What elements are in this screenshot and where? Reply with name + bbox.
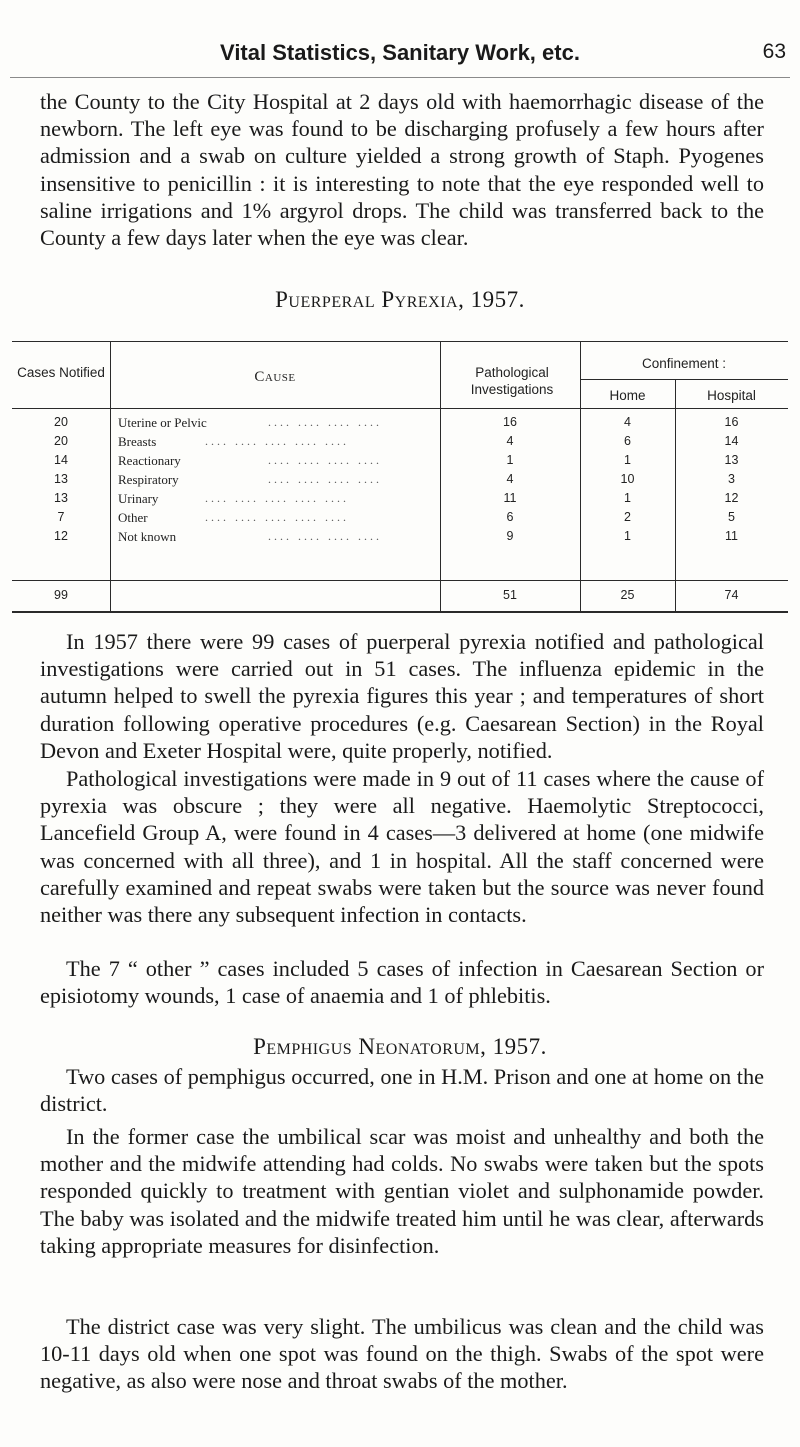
- cell-cause: Other: [118, 510, 148, 525]
- total-cases: 99: [54, 588, 68, 602]
- header-title: Vital Statistics, Sanitary Work, etc.: [220, 40, 580, 65]
- leader-dots: .... .... .... .... ....: [205, 491, 349, 505]
- header-cases-notified: Cases Notified: [17, 365, 105, 380]
- cell-hospital: 12: [724, 491, 739, 505]
- section-title-pemphigus: Pemphigus Neonatorum, 1957.: [253, 1034, 547, 1059]
- cell-pathological: 4: [506, 434, 514, 448]
- cell-cause: Urinary: [118, 491, 159, 506]
- header-bottom-rule: [12, 408, 788, 409]
- running-header: [0, 40, 800, 70]
- cell-pathological: 9: [506, 529, 514, 543]
- page-number: 63: [762, 40, 786, 63]
- cell-hospital: 14: [724, 434, 739, 448]
- pemphigus-paragraph-1: Two cases of pemphigus occurred, one in H.M. Prison and one at home on the district.: [40, 1064, 764, 1117]
- pemphigus-paragraph-3: The district case was very slight. The umbilicus was clean and the child was 10-11 days old when one spot was found on the thigh. Swabs of the spot were negative, as also were nose and throat swabs of the mother.: [40, 1314, 764, 1394]
- total-pathological: 51: [503, 588, 517, 602]
- cell-home: 6: [624, 434, 631, 448]
- cell-pathological: 6: [506, 510, 514, 524]
- header-cause: Cause: [254, 369, 296, 385]
- cell-cases: 14: [54, 453, 68, 467]
- pyrexia-paragraph-2: Pathological investigations were made in 9 out of 11 cases where the cause of pyrexia was obscure ; they were all negative. Haemolytic Streptococci, Lancefield Group A, were found in 4 cases—3 delivered at home (one midwife was concerned with all three), and 1 in hospital. All the staff concerned were carefully examined and repeat swabs were taken but the source was never found neither was there any subsequent infection in contacts.: [40, 766, 764, 928]
- pyrexia-paragraph-3: The 7 “ other ” cases included 5 cases of infection in Caesarean Section or episiotomy wounds, 1 case of anaemia and 1 of phlebitis.: [40, 956, 764, 1009]
- pemphigus-paragraph-2: In the former case the umbilical scar was moist and unhealthy and both the mother and the midwife attending had colds. No swabs were taken but the spots responded quickly to treatment with gentian violet and sulphonamide powder. The baby was isolated and the midwife treated him until he was clear, afterwards taking appropriate measures for disinfection.: [40, 1124, 764, 1258]
- totals-rule: [12, 580, 788, 581]
- cell-cases: 13: [54, 491, 68, 505]
- cell-hospital: 5: [728, 510, 735, 524]
- cell-home: 4: [624, 415, 631, 429]
- cell-pathological: 1: [506, 453, 514, 467]
- cell-cases: 7: [57, 510, 65, 524]
- cell-pathological: 4: [506, 472, 514, 486]
- cell-home: 1: [624, 529, 631, 543]
- leader-dots: .... .... .... .... ....: [205, 510, 349, 524]
- cell-home: 1: [624, 491, 631, 505]
- cell-hospital: 16: [724, 415, 739, 429]
- total-home: 25: [620, 588, 635, 602]
- header-pathological: Pathological Investigations: [470, 365, 554, 397]
- leader-dots: .... .... .... ....: [268, 529, 382, 543]
- cell-cases: 20: [54, 434, 68, 448]
- cell-cause: Respiratory: [118, 472, 179, 487]
- cell-hospital: 11: [725, 529, 738, 543]
- section-title-puerperal-pyrexia: Puerperal Pyrexia, 1957.: [275, 287, 525, 312]
- intro-paragraph: the County to the City Hospital at 2 days old with haemorrhagic disease of the newborn. The left eye was found to be discharging profusely a few hours after admission and a swab on culture yielded a strong growth of Staph. Pyogenes insensitive to penicillin : it is interesting to note that the eye responded well to saline irrigations and 1% argyrol drops. The child was transferred back to the County a few days later when the eye was clear.: [40, 89, 764, 251]
- table-top-rule: [12, 341, 788, 342]
- cell-cause: Breasts: [118, 434, 157, 449]
- leader-dots: .... .... .... ....: [268, 415, 382, 429]
- cell-cause: Reactionary: [118, 453, 181, 468]
- cell-home: 2: [624, 510, 631, 524]
- cell-hospital: 3: [728, 472, 735, 486]
- cell-cases: 13: [54, 472, 68, 486]
- cell-cases: 20: [54, 415, 68, 429]
- pyrexia-paragraph-1: In 1957 there were 99 cases of puerperal pyrexia notified and pathological investigations were carried out in 51 cases. The influenza epidemic in the autumn helped to swell the pyrexia figures this year ; and temperatures of short duration following operative procedures (e.g. Caesarean Section) in the Royal Devon and Exeter Hospital were, quite properly, notified.: [40, 629, 764, 763]
- cell-cause: Uterine or Pelvic: [118, 415, 207, 430]
- cell-pathological: 11: [503, 491, 517, 505]
- confinement-rule: [580, 379, 788, 380]
- header-home: Home: [609, 388, 646, 403]
- header-confinement: Confinement :: [641, 356, 727, 371]
- header-hospital: Hospital: [707, 388, 756, 403]
- header-rule: [10, 77, 790, 78]
- cell-pathological: 16: [503, 415, 517, 429]
- leader-dots: .... .... .... ....: [268, 472, 382, 486]
- cell-cases: 12: [54, 529, 68, 543]
- cell-hospital: 13: [724, 453, 739, 467]
- cell-cause: Not known: [118, 529, 177, 544]
- total-hospital: 74: [724, 588, 739, 602]
- cell-home: 10: [620, 472, 635, 486]
- leader-dots: .... .... .... .... ....: [205, 434, 349, 448]
- cell-home: 1: [624, 453, 631, 467]
- table-bottom-rule: [12, 611, 788, 613]
- leader-dots: .... .... .... ....: [268, 453, 382, 467]
